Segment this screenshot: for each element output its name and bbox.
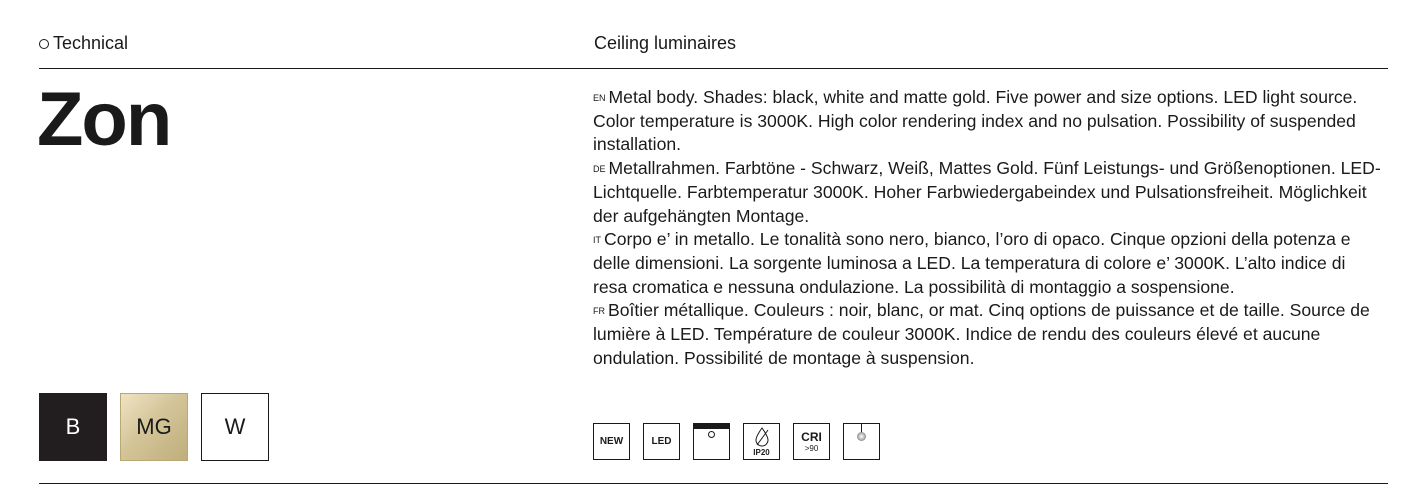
pendant-bulb bbox=[857, 432, 866, 441]
ceiling-mount-icon bbox=[693, 423, 730, 460]
circle-icon bbox=[39, 39, 49, 49]
pendant-light-icon bbox=[843, 423, 880, 460]
lang-tag-it: IT bbox=[593, 235, 601, 246]
section-label: Technical bbox=[53, 33, 129, 53]
description-fr bbox=[593, 299, 1383, 370]
feature-icons bbox=[593, 423, 880, 460]
swatch-white[interactable]: W bbox=[201, 393, 269, 461]
ceiling-bar bbox=[694, 424, 729, 429]
cri-label: CRI bbox=[801, 429, 822, 444]
ip20-icon bbox=[743, 423, 780, 460]
description-en-text: Metal body. Shades: black, white and matte gold. Five power and size options. LED light source. Color temperature is 3000K. High color rendering index and no pulsation. Possibility of suspended installation. bbox=[593, 87, 1358, 155]
category-label: Ceiling luminaires bbox=[594, 33, 737, 53]
description-de bbox=[593, 157, 1383, 228]
cri-value: >90 bbox=[804, 443, 819, 453]
ip-rating-text: IP20 bbox=[753, 448, 770, 457]
swatch-black[interactable]: B bbox=[39, 393, 107, 461]
swatch-matte-gold[interactable]: MG bbox=[120, 393, 188, 461]
top-divider bbox=[39, 68, 1388, 69]
led-icon bbox=[643, 423, 680, 460]
new-badge-text: NEW bbox=[599, 435, 624, 447]
water-drop-icon bbox=[753, 427, 771, 447]
description-fr-text: Boîtier métallique. Couleurs : noir, blanc, or mat. Cinq options de puissance et de taille. Source de lumière à LED. Température de couleur 3000K. Indice de rendu des couleurs élevé et aucune ondulation. Possibilité de montage à suspension. bbox=[593, 300, 1370, 368]
lang-tag-en: EN bbox=[593, 93, 606, 103]
led-text: LED bbox=[651, 435, 672, 447]
new-badge-icon bbox=[593, 423, 630, 460]
ceiling-light-dot bbox=[708, 431, 715, 438]
product-description bbox=[593, 86, 1383, 370]
section-header bbox=[39, 33, 128, 54]
bottom-divider bbox=[39, 483, 1388, 484]
product-title: Zon bbox=[37, 77, 171, 162]
description-de-text: Metallrahmen. Farbtöne - Schwarz, Weiß, Mattes Gold. Fünf Leistungs- und Größenoptionen. LED-Lichtquelle. Farbtemperatur 3000K. Hoher Farbwiedergabeindex und Pulsationsfreiheit. Möglichkeit der aufgehängten Montage. bbox=[593, 158, 1381, 226]
cri-icon bbox=[793, 423, 830, 460]
lang-tag-de: DE bbox=[593, 164, 606, 175]
lang-tag-fr: FR bbox=[593, 306, 605, 317]
description-en bbox=[593, 86, 1383, 157]
description-it bbox=[593, 228, 1383, 299]
color-swatches bbox=[39, 393, 282, 461]
description-it-text: Corpo e’ in metallo. Le tonalità sono nero, bianco, l’oro di opaco. Cinque opzioni della potenza e delle dimensioni. La sorgente luminosa a LED. La temperatura di colore e’ 3000K. L’alto indice di resa cromatica e nessuna ondulazione. La possibilità di montaggio a sospensione. bbox=[593, 229, 1351, 297]
